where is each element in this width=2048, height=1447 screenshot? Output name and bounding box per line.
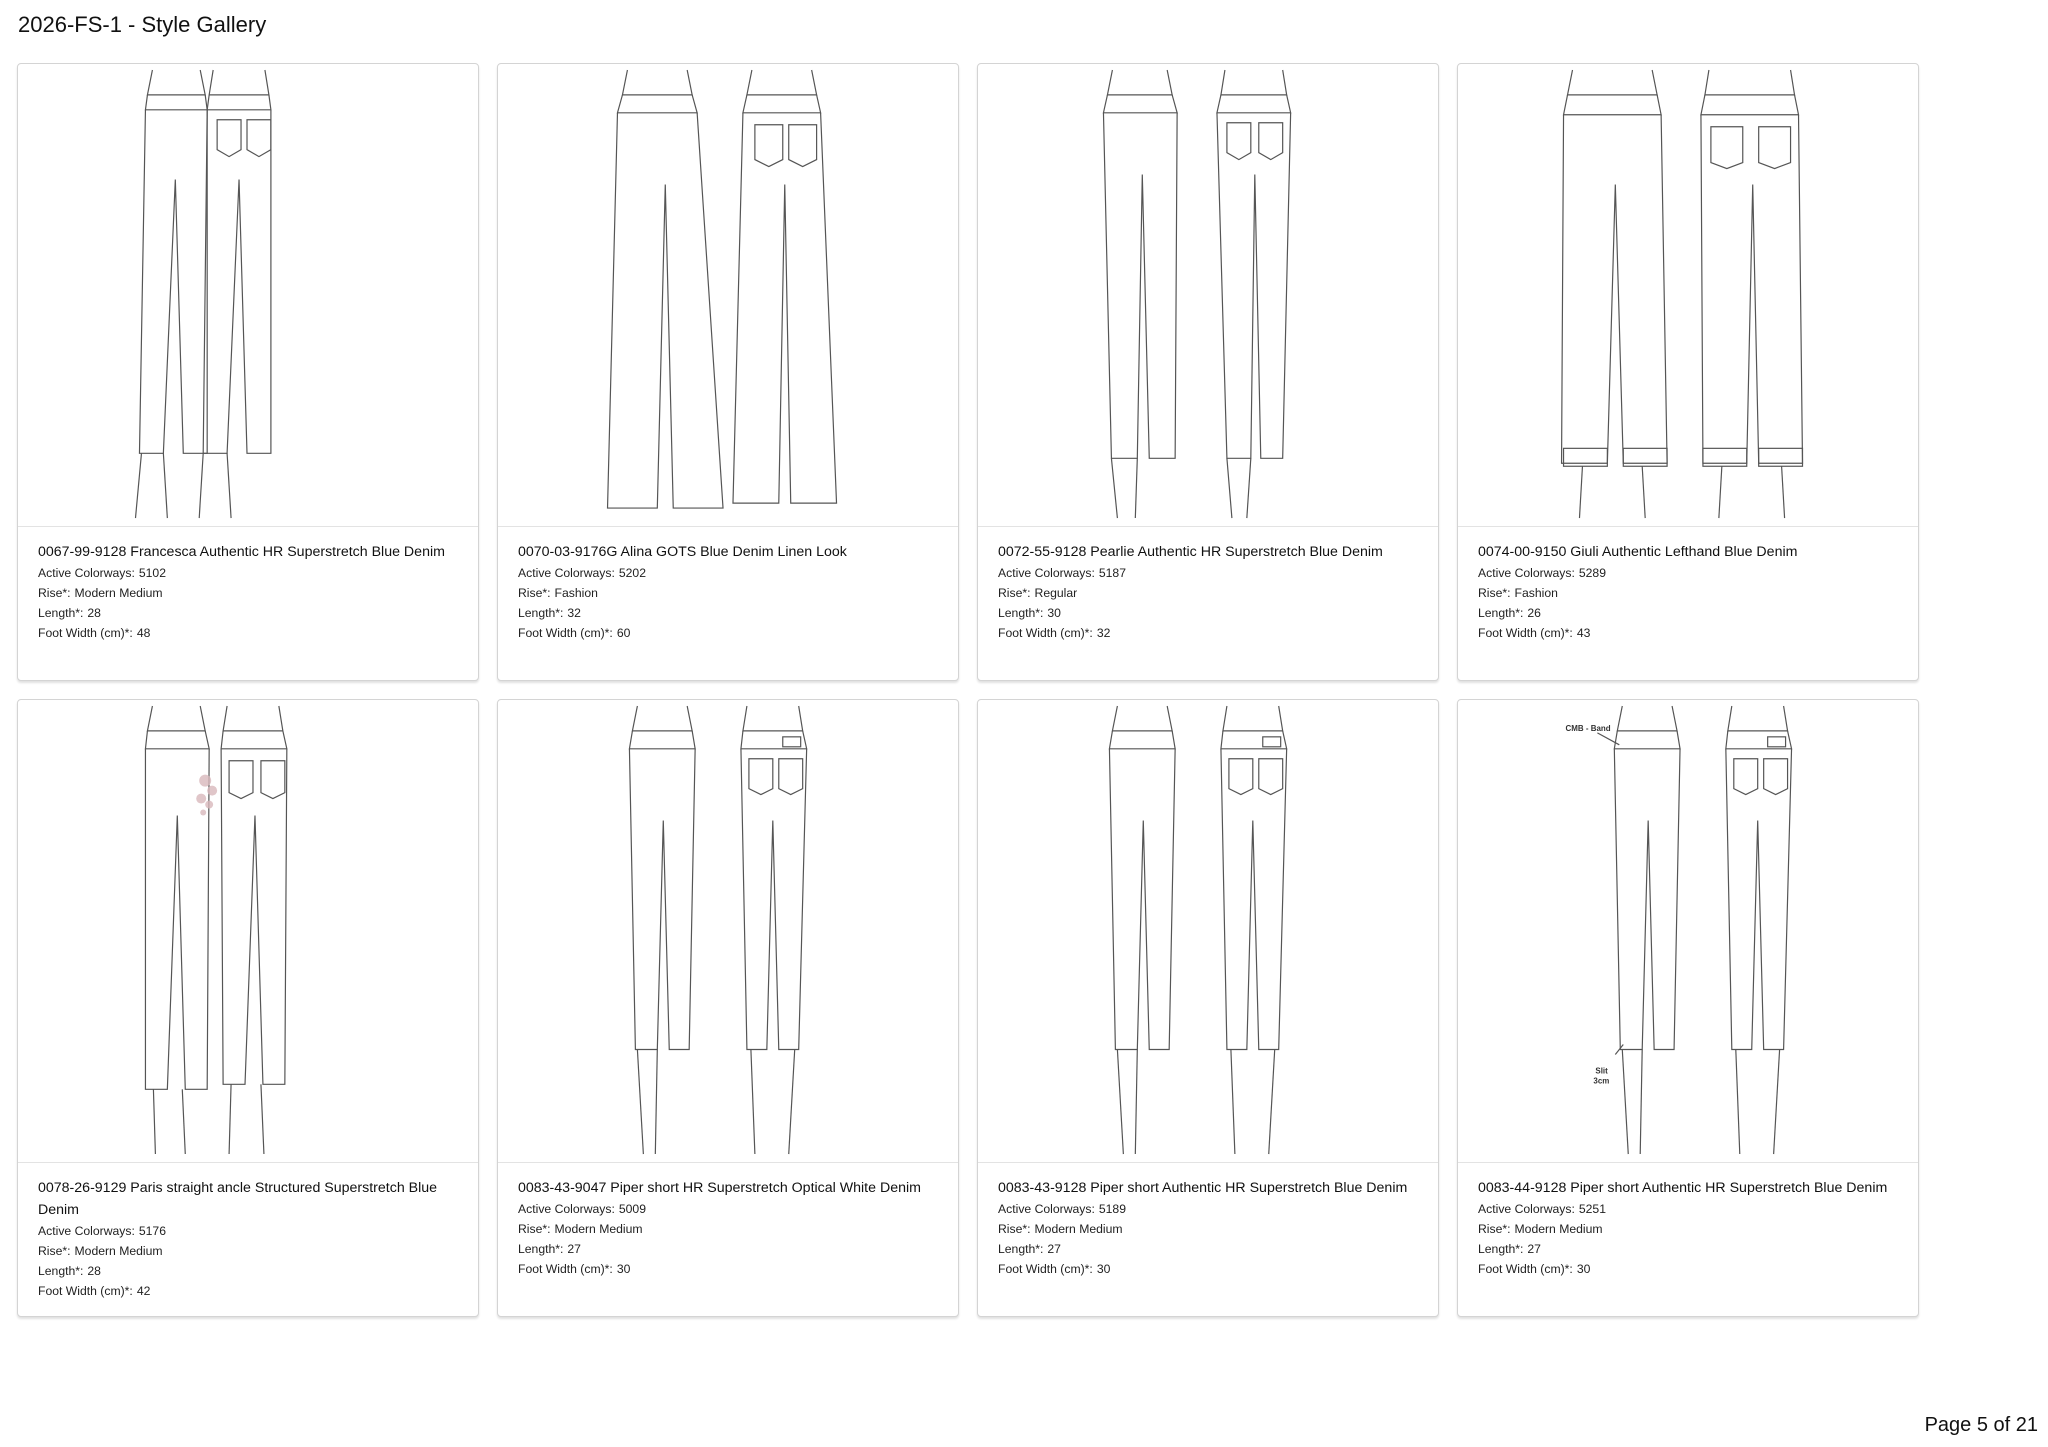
style-gallery-grid: [17, 63, 1919, 1317]
style-name: 0070-03-9176G Alina GOTS Blue Denim Linen Look: [518, 544, 847, 560]
foot-width-value: 43: [1576, 626, 1591, 640]
foot-width-row: [1478, 623, 1898, 643]
colorways-value: 5176: [138, 1224, 166, 1238]
colorways-label: Active Colorways:: [518, 1202, 615, 1216]
active-colorways-row: [1478, 563, 1898, 583]
rise-row: [518, 1219, 938, 1239]
jeans-technical-sketch: [978, 700, 1438, 1163]
foot-width-label: Foot Width (cm)*:: [998, 1262, 1093, 1276]
rise-row: [38, 1241, 458, 1261]
jeans-technical-sketch: [498, 700, 958, 1163]
foot-width-label: Foot Width (cm)*:: [1478, 1262, 1573, 1276]
length-value: 28: [87, 1264, 101, 1278]
rise-row: [518, 583, 938, 603]
style-card[interactable]: [977, 699, 1439, 1317]
rise-value: Modern Medium: [1514, 1222, 1603, 1236]
length-row: [38, 603, 458, 623]
colorways-label: Active Colorways:: [38, 566, 135, 580]
style-name: 0074-00-9150 Giuli Authentic Lefthand Blue Denim: [1478, 544, 1798, 560]
jeans-technical-sketch: [978, 64, 1438, 527]
length-value: 30: [1047, 606, 1061, 620]
length-value: 27: [567, 1242, 581, 1256]
length-row: [1478, 603, 1898, 623]
length-label: Length*:: [518, 606, 564, 620]
style-info: [498, 1163, 958, 1279]
length-value: 27: [1047, 1242, 1061, 1256]
rise-value: Modern Medium: [1034, 1222, 1123, 1236]
colorways-value: 5102: [138, 566, 166, 580]
rise-value: Fashion: [1514, 586, 1558, 600]
jeans-sketch-svg: [1458, 700, 1918, 1162]
jeans-technical-sketch: [18, 64, 478, 527]
style-name: 0072-55-9128 Pearlie Authentic HR Superstretch Blue Denim: [998, 544, 1383, 560]
foot-width-label: Foot Width (cm)*:: [38, 626, 133, 640]
active-colorways-row: [38, 1221, 458, 1241]
jeans-technical-sketch: [18, 700, 478, 1163]
jeans-sketch-svg: [498, 64, 958, 526]
style-name: 0083-44-9128 Piper short Authentic HR Superstretch Blue Denim: [1478, 1180, 1888, 1196]
jeans-sketch-svg: [978, 700, 1438, 1162]
jeans-technical-sketch: [1458, 700, 1918, 1163]
length-label: Length*:: [998, 606, 1044, 620]
colorways-label: Active Colorways:: [1478, 566, 1575, 580]
length-label: Length*:: [1478, 606, 1524, 620]
foot-width-label: Foot Width (cm)*:: [38, 1284, 133, 1298]
colorways-value: 5202: [618, 566, 646, 580]
foot-width-row: [1478, 1259, 1898, 1279]
page-title: 2026-FS-1 - Style Gallery: [18, 12, 267, 37]
style-info: [1458, 1163, 1918, 1279]
page-number: Page 5 of 21: [1924, 1414, 2038, 1436]
style-info: [1458, 527, 1918, 643]
jeans-sketch-svg: [1458, 64, 1918, 526]
foot-width-value: 48: [136, 626, 151, 640]
rise-label: Rise*:: [1478, 1222, 1511, 1236]
jeans-technical-sketch: [498, 64, 958, 527]
style-info: [978, 1163, 1438, 1279]
length-label: Length*:: [518, 1242, 564, 1256]
jeans-technical-sketch: [1458, 64, 1918, 527]
style-card[interactable]: [497, 699, 959, 1317]
length-value: 28: [87, 606, 101, 620]
rise-row: [998, 583, 1418, 603]
active-colorways-row: [998, 563, 1418, 583]
jeans-sketch-svg: [498, 700, 958, 1162]
length-row: [518, 1239, 938, 1259]
style-card[interactable]: [977, 63, 1439, 681]
rise-row: [998, 1219, 1418, 1239]
rise-label: Rise*:: [38, 1244, 71, 1258]
rise-value: Modern Medium: [74, 586, 163, 600]
length-value: 27: [1527, 1242, 1541, 1256]
foot-width-label: Foot Width (cm)*:: [518, 1262, 613, 1276]
active-colorways-row: [518, 1199, 938, 1219]
style-info: [18, 527, 478, 643]
foot-width-value: 30: [616, 1262, 631, 1276]
style-info: [498, 527, 958, 643]
active-colorways-row: [38, 563, 458, 583]
rise-value: Modern Medium: [74, 1244, 163, 1258]
active-colorways-row: [1478, 1199, 1898, 1219]
foot-width-value: 30: [1576, 1262, 1591, 1276]
colorways-label: Active Colorways:: [1478, 1202, 1575, 1216]
length-row: [1478, 1239, 1898, 1259]
length-value: 26: [1527, 606, 1541, 620]
rise-row: [1478, 583, 1898, 603]
foot-width-row: [998, 623, 1418, 643]
rise-value: Regular: [1034, 586, 1078, 600]
colorways-value: 5189: [1098, 1202, 1126, 1216]
active-colorways-row: [998, 1199, 1418, 1219]
jeans-sketch-svg: [18, 700, 478, 1162]
foot-width-row: [38, 1281, 458, 1301]
style-name: 0083-43-9047 Piper short HR Superstretch Optical White Denim: [518, 1180, 921, 1196]
colorways-value: 5187: [1098, 566, 1126, 580]
foot-width-value: 32: [1096, 626, 1111, 640]
colorways-label: Active Colorways:: [38, 1224, 135, 1238]
length-label: Length*:: [38, 1264, 84, 1278]
colorways-value: 5009: [618, 1202, 646, 1216]
length-value: 32: [567, 606, 581, 620]
foot-width-row: [518, 1259, 938, 1279]
length-row: [998, 1239, 1418, 1259]
style-info: [18, 1163, 478, 1301]
rise-value: Fashion: [554, 586, 598, 600]
colorways-label: Active Colorways:: [518, 566, 615, 580]
jeans-sketch-svg: [978, 64, 1438, 526]
length-row: [998, 603, 1418, 623]
length-label: Length*:: [1478, 1242, 1524, 1256]
rise-label: Rise*:: [998, 1222, 1031, 1236]
foot-width-value: 30: [1096, 1262, 1111, 1276]
band-annotation: CMB - Band: [1565, 723, 1611, 733]
slit-annotation-line1: Slit: [1595, 1066, 1608, 1076]
style-name: 0067-99-9128 Francesca Authentic HR Superstretch Blue Denim: [38, 544, 445, 560]
foot-width-label: Foot Width (cm)*:: [998, 626, 1093, 640]
jeans-sketch-svg: [18, 64, 478, 526]
colorways-label: Active Colorways:: [998, 1202, 1095, 1216]
rise-label: Rise*:: [518, 1222, 551, 1236]
length-label: Length*:: [38, 606, 84, 620]
rise-label: Rise*:: [38, 586, 71, 600]
style-name: 0083-43-9128 Piper short Authentic HR Superstretch Blue Denim: [998, 1180, 1408, 1196]
rise-value: Modern Medium: [554, 1222, 643, 1236]
rise-label: Rise*:: [518, 586, 551, 600]
foot-width-label: Foot Width (cm)*:: [518, 626, 613, 640]
foot-width-value: 42: [136, 1284, 151, 1298]
slit-annotation-line2: 3cm: [1593, 1076, 1610, 1086]
style-info: [978, 527, 1438, 643]
style-name: 0078-26-9129 Paris straight ancle Structured Superstretch Blue Denim: [38, 1180, 438, 1218]
style-card[interactable]: [17, 63, 479, 681]
length-label: Length*:: [998, 1242, 1044, 1256]
style-card[interactable]: [497, 63, 959, 681]
colorways-value: 5251: [1578, 1202, 1606, 1216]
active-colorways-row: [518, 563, 938, 583]
foot-width-row: [518, 623, 938, 643]
style-card[interactable]: [17, 699, 479, 1317]
rise-row: [38, 583, 458, 603]
length-row: [38, 1261, 458, 1281]
rise-label: Rise*:: [998, 586, 1031, 600]
style-card[interactable]: [1457, 699, 1919, 1317]
colorways-value: 5289: [1578, 566, 1606, 580]
rise-row: [1478, 1219, 1898, 1239]
rise-label: Rise*:: [1478, 586, 1511, 600]
length-row: [518, 603, 938, 623]
style-card[interactable]: [1457, 63, 1919, 681]
foot-width-value: 60: [616, 626, 631, 640]
foot-width-row: [38, 623, 458, 643]
colorways-label: Active Colorways:: [998, 566, 1095, 580]
foot-width-row: [998, 1259, 1418, 1279]
foot-width-label: Foot Width (cm)*:: [1478, 626, 1573, 640]
